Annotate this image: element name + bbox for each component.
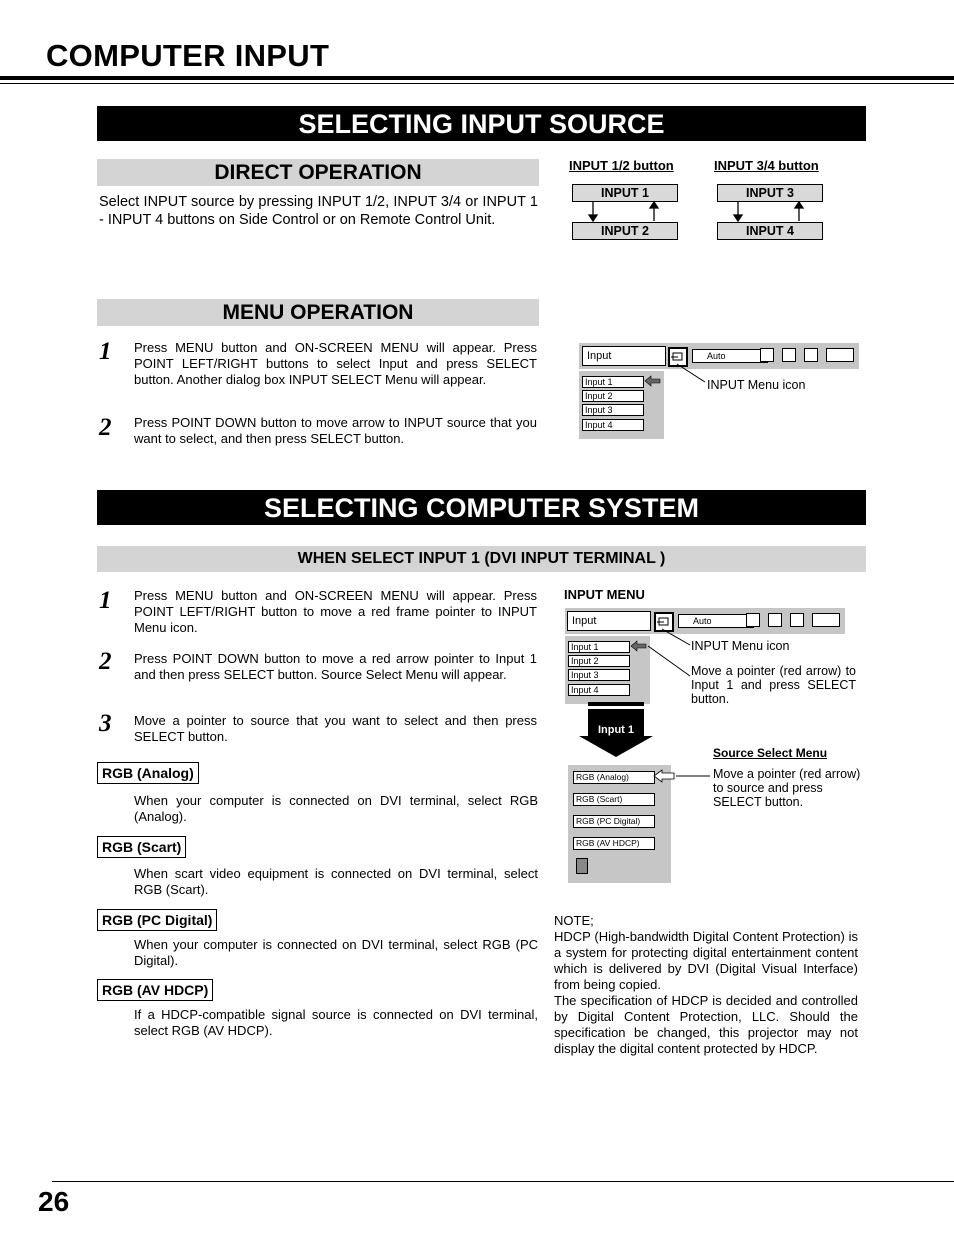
menu-step-1-number: 1: [99, 338, 112, 365]
menu-list-input-1: Input 1: [568, 641, 630, 653]
source-select-callout: Move a pointer (red arrow) to source and press SELECT button.: [713, 767, 861, 809]
menu-step-2-text: Press POINT DOWN button to move arrow to INPUT source that you want to select, and then press SELECT button.: [134, 415, 537, 446]
toggle-arrows-icon: [560, 200, 860, 224]
menu-input-field: Input: [582, 346, 666, 366]
list-item-input-3: Input 3: [582, 404, 644, 416]
menu-operation-heading: MENU OPERATION: [97, 299, 539, 326]
input-3-box: INPUT 3: [717, 184, 823, 202]
menu-list-input-4: Input 4: [568, 684, 630, 696]
source-item-rgb-pc-digital: RGB (PC Digital): [573, 815, 655, 828]
when-select-heading: WHEN SELECT INPUT 1 (DVI INPUT TERMINAL ): [97, 546, 866, 572]
section-banner-computer-system: SELECTING COMPUTER SYSTEM: [97, 490, 866, 525]
input-menu-label: INPUT MENU: [564, 587, 645, 602]
header-rule: [0, 76, 954, 80]
header-rule-thin: [0, 83, 954, 84]
system-step-1-number: 1: [99, 587, 112, 614]
menu-icon-gear: [782, 348, 796, 362]
input-2-box: INPUT 2: [572, 222, 678, 240]
exit-door-icon: [576, 858, 588, 874]
list-item-input-2: Input 2: [582, 390, 644, 402]
source-pointer-arrow-icon: [652, 768, 714, 784]
input-menu-input-field: Input: [567, 611, 651, 631]
menu-step-1-text: Press MENU button and ON-SCREEN MENU will appear. Press POINT LEFT/RIGHT buttons to select Input and press SELECT button. Another dialog box INPUT SELECT Menu will appear.: [134, 340, 537, 387]
system-step-2-number: 2: [99, 648, 112, 675]
menu-icon-camera: [826, 348, 854, 362]
auto-field: Auto: [692, 349, 768, 363]
menu-list-input-3: Input 3: [568, 669, 630, 681]
page-title: COMPUTER INPUT: [46, 38, 330, 73]
system-step-3-text: Move a pointer to source that you want to select and then press SELECT button.: [134, 713, 537, 744]
direct-operation-text: Select INPUT source by pressing INPUT 1/2, INPUT 3/4 or INPUT 1 - INPUT 4 buttons on Side Control or on Remote Control Unit.: [99, 194, 538, 228]
page-number: 26: [38, 1186, 70, 1217]
pointer-arrow-icon: [644, 375, 662, 387]
input-menu-pointer-callout: Move a pointer (red arrow) to Input 1 and press SELECT button.: [691, 664, 856, 706]
source-item-rgb-av-hdcp: RGB (AV HDCP): [573, 837, 655, 850]
input-menu-icon-callout-2: INPUT Menu icon: [691, 639, 790, 653]
input-menu-auto-field: Auto: [678, 614, 754, 628]
rgb-analog-text: When your computer is connected on DVI terminal, select RGB (Analog).: [134, 793, 538, 824]
input-1-box: INPUT 1: [572, 184, 678, 202]
menu-icon-screen: [804, 348, 818, 362]
hdcp-note: NOTE; HDCP (High-bandwidth Digital Content Protection) is a system for protecting digital entertainment content which is delivered by DVI (Digital Visual Interface) from being copied. The specification of HDCP is decided and controlled by Digital Content Protection, LLC. Should the specification be changed, this projector may not display the digital content protected by HDCP.: [554, 913, 858, 1056]
menu-list-input-2: Input 2: [568, 655, 630, 667]
input-menu-icon-gear: [768, 613, 782, 627]
system-step-3-number: 3: [99, 710, 112, 737]
source-item-rgb-scart: RGB (Scart): [573, 793, 655, 806]
rgb-scart-tag: RGB (Scart): [97, 836, 186, 858]
input-menu-icon-callout: INPUT Menu icon: [707, 378, 806, 392]
source-item-rgb-analog: RGB (Analog): [573, 771, 655, 784]
rgb-av-hdcp-text: If a HDCP-compatible signal source is connected on DVI terminal, select RGB (AV HDCP).: [134, 1007, 538, 1038]
rgb-av-hdcp-tag: RGB (AV HDCP): [97, 979, 213, 1001]
rgb-pc-digital-text: When your computer is connected on DVI terminal, select RGB (PC Digital).: [134, 937, 538, 968]
menu-icon-square: [760, 348, 774, 362]
input-menu-pointer-arrow-icon: [630, 640, 696, 680]
input-4-box: INPUT 4: [717, 222, 823, 240]
system-step-1-text: Press MENU button and ON-SCREEN MENU will appear. Press POINT LEFT/RIGHT button to move a red frame pointer to INPUT Menu icon.: [134, 588, 537, 635]
rgb-analog-tag: RGB (Analog): [97, 762, 199, 784]
rgb-pc-digital-tag: RGB (PC Digital): [97, 909, 217, 931]
menu-step-2-number: 2: [99, 414, 112, 441]
direct-operation-heading: DIRECT OPERATION: [97, 159, 539, 186]
down-arrow-label: Input 1: [597, 724, 635, 736]
input-menu-icon-screen: [790, 613, 804, 627]
section-banner-input-source: SELECTING INPUT SOURCE: [97, 106, 866, 141]
source-select-menu-label: Source Select Menu: [713, 746, 828, 760]
input-34-button-label: INPUT 3/4 button: [714, 158, 819, 173]
rgb-scart-text: When scart video equipment is connected on DVI terminal, select RGB (Scart).: [134, 866, 538, 897]
list-item-input-1: Input 1: [582, 376, 644, 388]
list-item-input-4: Input 4: [582, 419, 644, 431]
input-12-button-label: INPUT 1/2 button: [569, 158, 674, 173]
system-step-2-text: Press POINT DOWN button to move a red arrow pointer to Input 1 and then press SELECT button. Source Select Menu will appear.: [134, 651, 537, 682]
input-menu-icon-camera: [812, 613, 840, 627]
footer-rule: [52, 1181, 954, 1182]
input-menu-icon-square: [746, 613, 760, 627]
